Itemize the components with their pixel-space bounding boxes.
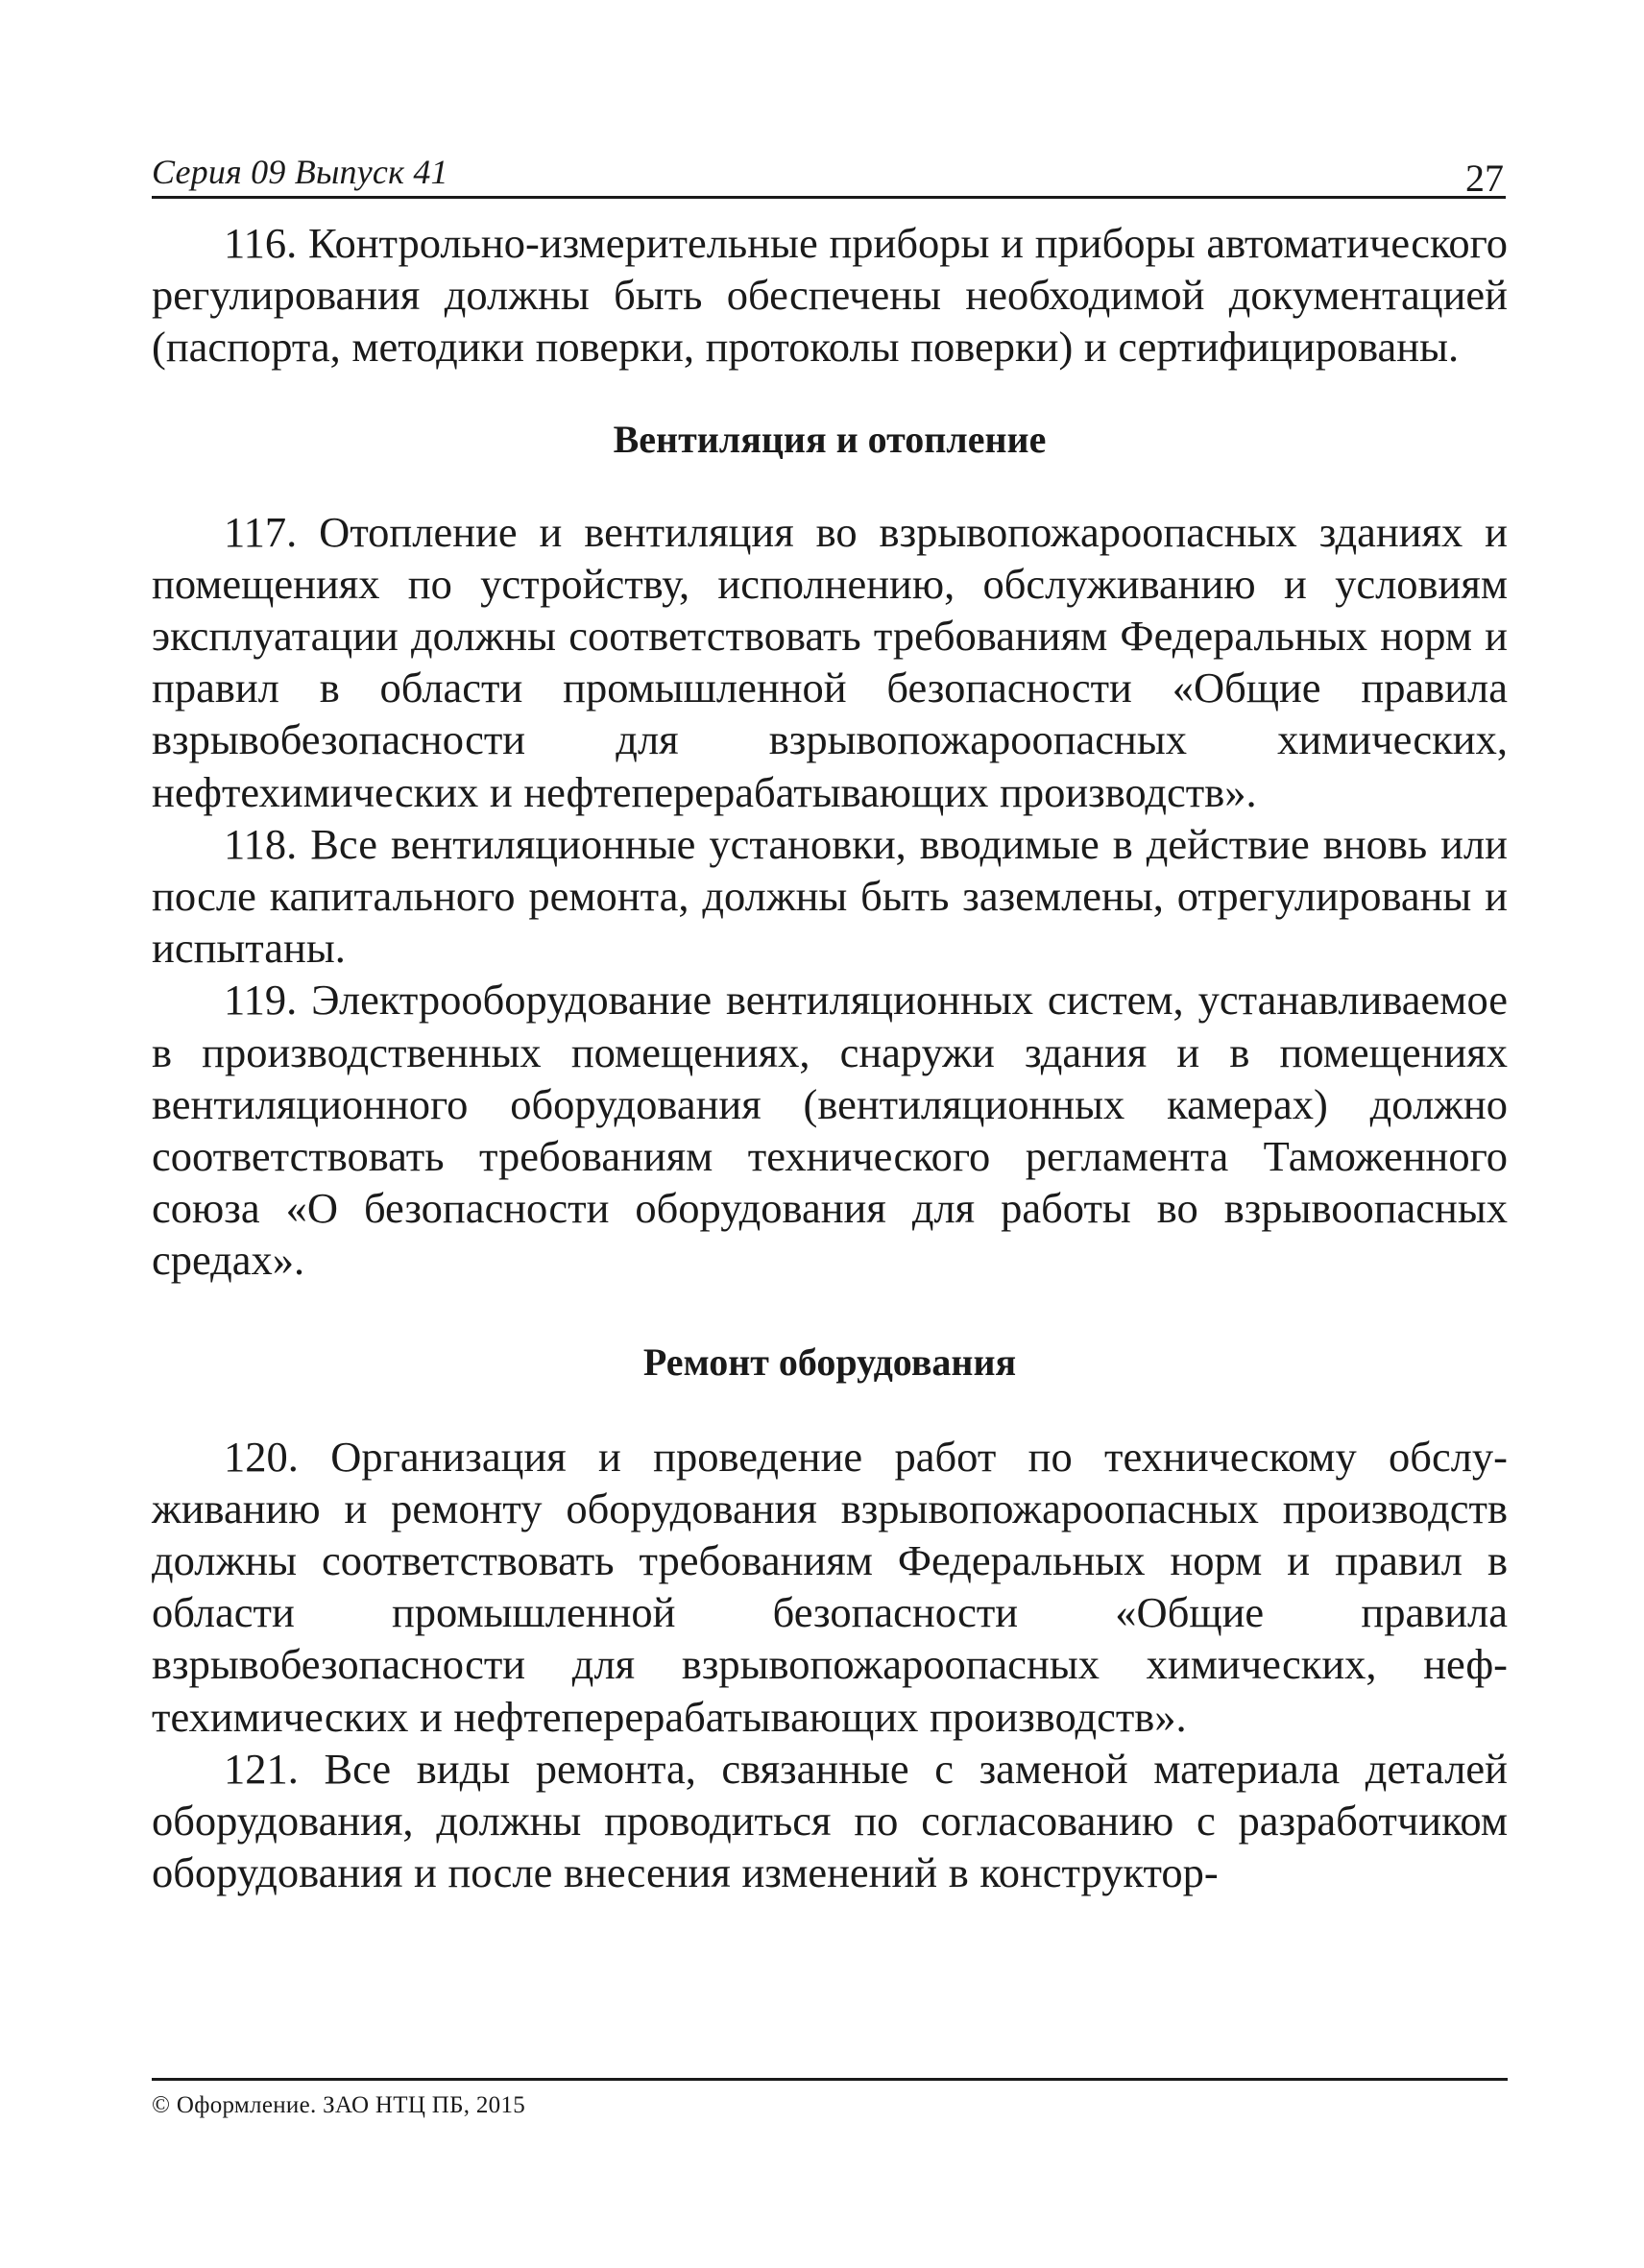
series-title: Серия 09 Выпуск 41 [152,153,448,191]
page-footer [152,2078,1508,2119]
section-heading-repair: Ремонт оборудования [642,1339,1017,1384]
page-number: 27 [1465,157,1504,200]
copyright-note: © Оформление. ЗАО НТЦ ПБ, 2015 [152,2092,526,2118]
paragraph-117: 117. Отопление и вентиляция во взрывопожароопасных зданиях и помещениях по устройству, исполнению, обслуживанию и условиям эксплуатации должны соответствовать требованиям Федеральных норм и правил в области промышленной безопасности «Общие правила взрывобезопасности для взрывопожароопасных химических, нефтехимических и нефтеперерабатывающих производств». [152,507,1508,816]
section-heading-ventilation: Вентиляция и отопление [613,417,1047,461]
page-body [152,217,1508,1898]
paragraph-118: 118. Все вентиляционные установки, вводимые в действие вновь или после капитального ремонта, должны быть заземлены, отрегулированы и испытаны. [152,819,1508,973]
paragraph-120: 120. Организация и проведение работ по техническому обслуживанию и ремонту оборудования взрывопожароопасных производств должны соответствовать требованиям Федеральных норм и правил в области промышленной безопасности «Общие правила взрывобезопасности для взрывопожароопасных химических, нефтехимических и нефтеперерабатывающих производств». [152,1432,1508,1741]
page-header [152,144,1506,199]
paragraph-121: 121. Все виды ремонта, связанные с заменой материала деталей оборудования, должны проводиться по согласованию с разработчиком оборудования и после внесения изменений в конструктор- [152,1744,1508,1897]
paragraph-116: 116. Контрольно-измерительные приборы и приборы автоматического регулирования должны быть обеспечены необходимой документацией (паспорта, методики поверки, протоколы поверки) и сертифицированы. [152,219,1508,372]
paragraph-119: 119. Электрооборудование вентиляционных систем, устанавливаемое в производственных помещениях, снаружи здания и в помещениях вентиляционного оборудования (вентиляционных камерах) должно соответствовать требованиям технического регламента Таможенного союза «О безопасности оборудования для работы во взрывоопасных средах». [152,976,1508,1285]
